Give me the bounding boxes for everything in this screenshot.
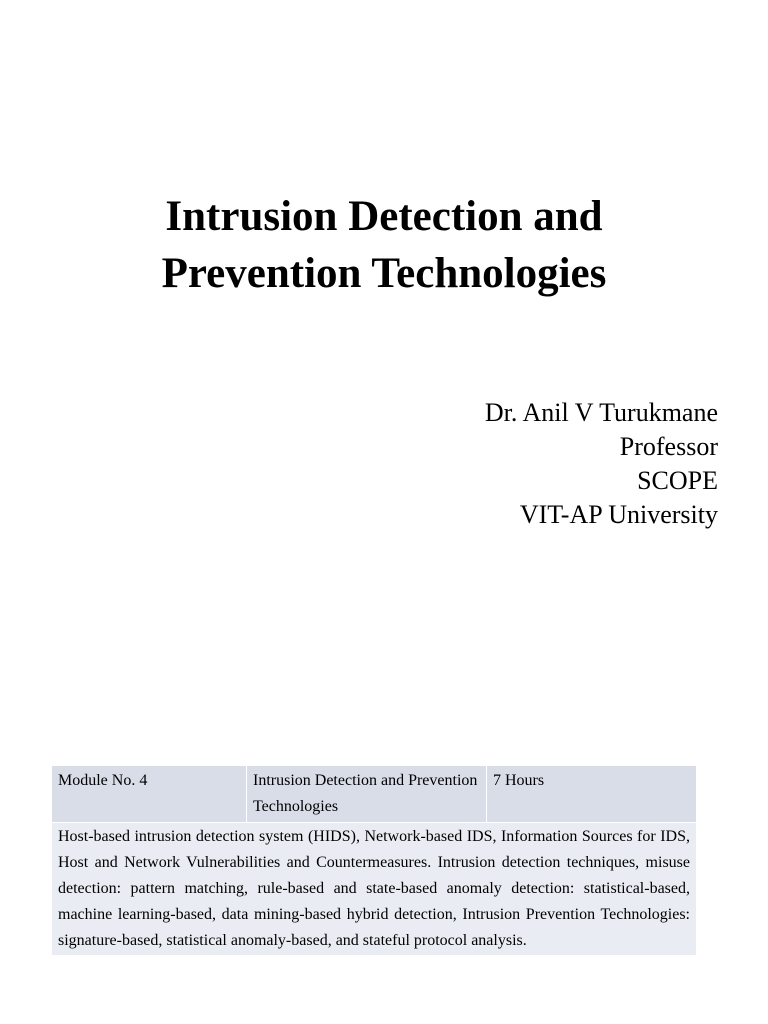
module-hours-cell: 7 Hours	[487, 766, 697, 823]
author-block	[485, 396, 718, 532]
module-number-cell: Module No. 4	[52, 766, 247, 823]
title-line-2: Prevention Technologies	[161, 250, 607, 297]
author-name: Dr. Anil V Turukmane	[484, 398, 718, 427]
module-table	[51, 765, 697, 956]
module-table-header-row	[52, 766, 697, 823]
author-university: VIT-AP University	[519, 500, 718, 529]
module-table-description-row	[52, 823, 697, 956]
title-line-1: Intrusion Detection and	[165, 193, 603, 240]
author-department: SCOPE	[637, 466, 718, 495]
module-title-cell: Intrusion Detection and Prevention Technologies	[247, 766, 487, 823]
document-title	[0, 188, 768, 302]
author-position: Professor	[619, 432, 718, 461]
module-description-cell: Host-based intrusion detection system (HIDS), Network-based IDS, Information Sources for IDS, Host and Network Vulnerabilities and Countermeasures. Intrusion detection techniques, misuse detection: pattern matching, rule-based and state-based anomaly detection: statistical-based, machine learning-based, data mining-based hybrid detection, Intrusion Prevention Technologies: signature-based, statistical anomaly-based, and stateful protocol analysis.	[52, 823, 697, 956]
